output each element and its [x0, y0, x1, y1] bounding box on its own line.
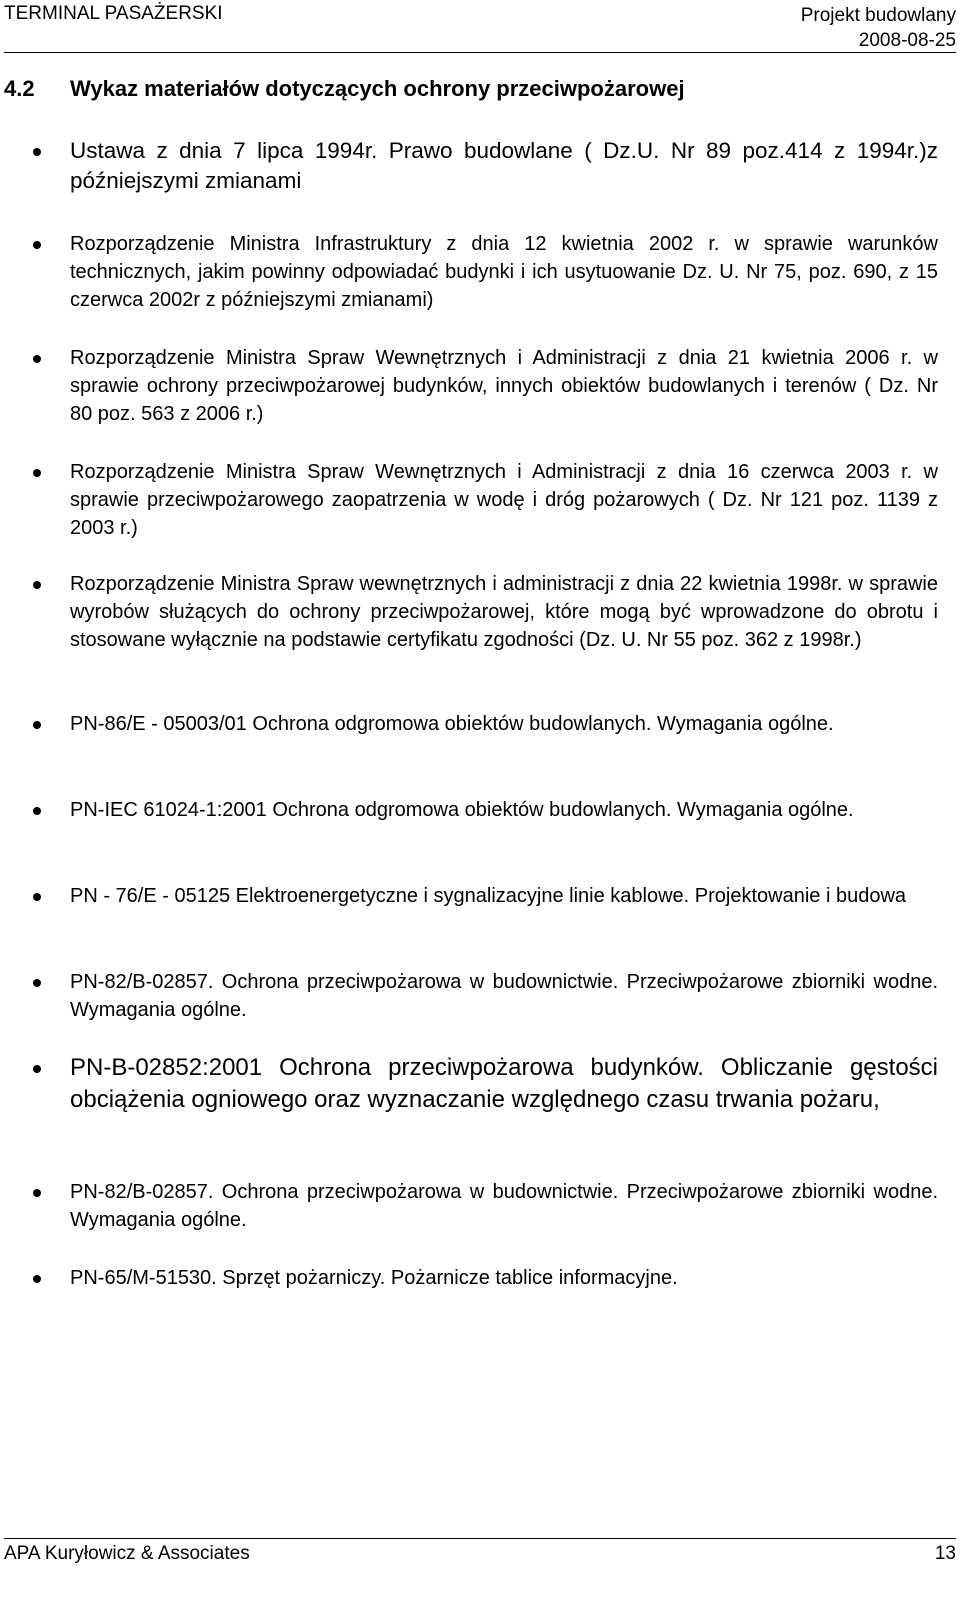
bullet-icon — [33, 796, 43, 806]
list-item — [70, 1264, 938, 1292]
list-item — [70, 570, 938, 654]
bullet-icon — [33, 1264, 43, 1274]
header-document-title: TERMINAL PASAŻERSKI — [4, 3, 223, 24]
bullet-icon — [33, 458, 43, 468]
list-item-text: Rozporządzenie Ministra Spraw wewnętrznych i administracji z dnia 22 kwietnia 1998r. w sprawie wyrobów służących do ochrony przeciwpożarowej, które mogą być wprowadzone do obrotu i stosowane wyłącznie na podstawie certyfikatu zgodności (Dz. U. Nr 55 poz. 362 z 1998r.) — [70, 573, 938, 651]
list-item-text: Ustawa z dnia 7 lipca 1994r. Prawo budowlane ( Dz.U. Nr 89 poz.414 z 1994r.)z późniejszymi zmianami — [70, 138, 938, 193]
list-item-text: Rozporządzenie Ministra Spraw Wewnętrznych i Administracji z dnia 21 kwietnia 2006 r. w sprawie ochrony przeciwpożarowej budynków, innych obiektów budowlanych i terenów ( Dz. Nr 80 poz. 563 z 2006 r.) — [70, 347, 938, 425]
bullet-icon — [33, 882, 43, 892]
list-item — [70, 968, 938, 1024]
list-item-text: PN-82/B-02857. Ochrona przeciwpożarowa w budownictwie. Przeciwpożarowe zbiorniki wodne. Wymagania ogólne. — [70, 971, 938, 1021]
bullet-icon — [33, 344, 43, 354]
list-item-text: PN - 76/E - 05125 Elektroenergetyczne i sygnalizacyjne linie kablowe. Projektowanie i budowa — [70, 885, 907, 907]
list-item-text: PN-82/B-02857. Ochrona przeciwpożarowa w budownictwie. Przeciwpożarowe zbiorniki wodne. Wymagania ogólne. — [70, 1181, 938, 1231]
bullet-icon — [33, 1178, 43, 1188]
list-item-text: Rozporządzenie Ministra Infrastruktury z dnia 12 kwietnia 2002 r. w sprawie warunków technicznych, jakim powinny odpowiadać budynki i ich usytuowanie Dz. U. Nr 75, poz. 690, z 15 czerwca 2002r z późniejszymi zmianami) — [70, 233, 938, 311]
bullet-icon — [33, 136, 43, 146]
list-item — [70, 230, 938, 314]
list-item-text: PN-65/M-51530. Sprzęt pożarniczy. Pożarnicze tablice informacyjne. — [70, 1267, 678, 1289]
list-item — [70, 710, 938, 738]
section-title: Wykaz materiałów dotyczących ochrony przeciwpożarowej — [70, 76, 685, 101]
list-item — [70, 136, 938, 196]
header-project-type: Projekt budowlany — [800, 5, 956, 26]
list-item — [70, 796, 938, 824]
page-number: 13 — [934, 1543, 956, 1564]
list-item-text: PN-IEC 61024-1:2001 Ochrona odgromowa obiektów budowlanych. Wymagania ogólne. — [70, 799, 854, 821]
bullet-icon — [33, 710, 43, 720]
header-date: 2008-08-25 — [858, 30, 956, 51]
list-item — [70, 1178, 938, 1234]
page-footer — [4, 1538, 956, 1579]
list-item-text: PN-86/E - 05003/01 Ochrona odgromowa obiektów budowlanych. Wymagania ogólne. — [70, 713, 834, 735]
bullet-icon — [33, 1052, 43, 1062]
header-project-info — [801, 3, 956, 53]
footer-company: APA Kuryłowicz & Associates — [4, 1543, 250, 1564]
list-item-text: Rozporządzenie Ministra Spraw Wewnętrznych i Administracji z dnia 16 czerwca 2003 r. w sprawie przeciwpożarowego zaopatrzenia w wodę i dróg pożarowych ( Dz. Nr 121 poz. 1139 z 2003 r.) — [70, 461, 938, 539]
section-heading — [4, 76, 685, 102]
bullet-icon — [33, 230, 43, 240]
list-item-text: PN-B-02852:2001 Ochrona przeciwpożarowa budynków. Obliczanie gęstości obciążenia ogniowego oraz wyznaczanie względnego czasu trwania pożaru, — [70, 1054, 938, 1113]
section-number: 4.2 — [4, 76, 35, 101]
bullet-icon — [33, 968, 43, 978]
list-item — [70, 882, 938, 910]
bullet-icon — [33, 570, 43, 580]
list-item — [70, 458, 938, 542]
list-item — [70, 344, 938, 428]
list-item — [70, 1052, 938, 1116]
page-header — [4, 0, 956, 53]
